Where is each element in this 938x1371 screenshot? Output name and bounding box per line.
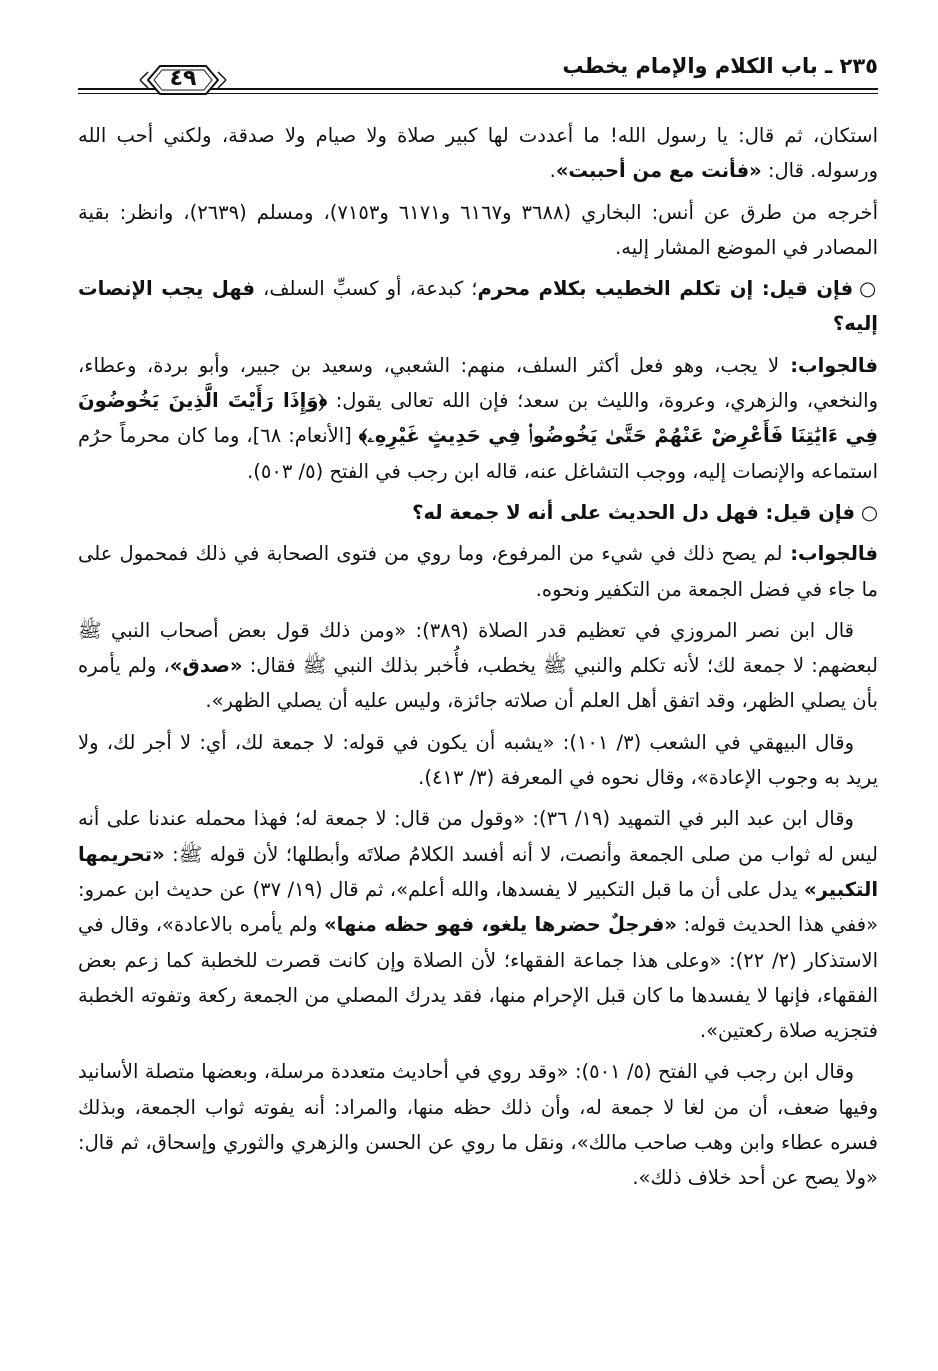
paragraph [78,495,878,530]
text-run: ؛ كبدعة، أو كسبِّ السلف، [254,277,478,301]
page-header [78,48,878,98]
text-run: لا يجب، وهو فعل أكثر السلف، منهم: الشعبي، وسعيد بن جبير، وأبو بردة، وعطاء، والنخعي، والزهري، وعروة، والليث بن سعد؛ فإن الله تعالى يقول: [78,353,878,413]
text-run: . [549,159,556,183]
bold-text: فإن قيل: فهل دل الحديث على أنه لا جمعة له؟ [412,500,855,524]
paragraph [78,271,878,342]
text-run: وقال ابن عبد البر في التمهيد (١٩/ ٣٦): «وقول من قال: لا جمعة له؛ فهذا محمله عندنا على أنه ليس له ثواب من صلى الجمعة وأنصت، لا أنه أفسد الكلامُ صلاتَه وأبطلها؛ لأن قوله ﷺ: [78,807,878,866]
paragraph [78,118,878,189]
text-run: قال ابن نصر المروزي في تعظيم قدر الصلاة (٣٨٩): «ومن ذلك قول بعض أصحاب النبي ﷺ لبعضهم: لا جمعة لك؛ لأنه تكلم والنبي ﷺ يخطب، فأُخبر بذلك النبي ﷺ فقال: [78,618,878,678]
paragraph [78,195,878,266]
text-run: وقال البيهقي في الشعب (٣/ ١٠١): «يشبه أن يكون في قوله: لا جمعة لك، أي: لا أجر لك، ولا يريد به وجوب الإعادة»، وقال نحوه في المعرفة (٣/ ٤١٣). [78,730,878,790]
bold-text: فهل يجب الإنصات إليه؟ [78,277,878,336]
text-run: وقال ابن رجب في الفتح (٥/ ٥٠١): «وقد روي في أحاديث متعددة مرسلة، وبعضها متصلة الأسانيد وفيها ضعف، أن من لغا لا جمعة له، وأن ذلك حظه منها، والمراد: أنه يفوته ثواب الجمعة، وبذلك فسره عطاء وابن وهب صاحب مالك»، ونقل ما روي عن الحسن والزهري والثوري وإسحاق، ثم قال: «ولا يصح عن أحد خلاف ذلك». [78,1060,878,1190]
paragraph [78,348,878,489]
running-head: ٢٣٥ ـ باب الكلام والإمام يخطب [562,54,878,78]
text-run: لم يصح ذلك في شيء من المرفوع، وما روي من فتوى الصحابة في ذلك فمحمول على ما جاء في فضل الجمعة من التكفير ونحوه. [78,542,878,601]
bullet-icon: ○ [859,277,878,301]
text-run: يدل على أن ما قبل التكبير لا يفسدها، والله أعلم»، ثم قال (١٩/ ٣٧) عن حديث ابن عمرو: «ففي هذا الحديث قوله: [78,877,879,937]
paragraph [78,613,878,719]
text-run: أخرجه من طرق عن أنس: البخاري (٣٦٨٨ و٦١٦٧ و٦١٧١ و٧١٥٣)، ومسلم (٢٦٣٩)، وانظر: بقية المصادر في الموضع المشار إليه. [78,200,878,259]
main-text [78,118,878,1196]
paragraph [78,536,878,607]
bold-text: فالجواب: [779,353,878,377]
bold-text: فإن قيل: إن تكلم الخطيب بكلام محرم [477,277,854,301]
text-run: ولم يأمره بالاعادة»، وقال في الاستذكار (٢/ ٢٢): «وعلى هذا جماعة الفقهاء؛ لأن الصلاة وإن كانت قصرت للخطبة كما زعم بعض الفقهاء، فإنها لا يفسدها ما كان قبل الإحرام منها، فقد يدرك المصلي من الجمعة ركعة وتفوته الخطبة فتجزيه صلاة ركعتين». [78,913,878,1043]
text-run: [الأنعام: ٦٨]، وما كان محرماً حرُم استماعه والإنصات إليه، ووجب التشاغل عنه، قاله ابن رجب في الفتح (٥/ ٥٠٣). [78,424,878,483]
text-run: ، ولم يأمره بأن يصلي الظهر، وقد اتفق أهل العلم أن صلاته جائزة، وليس عليه أن يصلي الظهر». [78,654,878,713]
paragraph [78,725,878,796]
text-run: استكان، ثم قال: يا رسول الله! ما أعددت لها كبير صلاة ولا صيام ولا صدقة، ولكني أحب الله ورسوله. قال: [78,124,878,183]
paragraph [78,801,878,1048]
bold-text: «صدق» [169,654,243,678]
paragraph [78,1054,878,1195]
bold-text: ﴿وَإِذَا رَأَيْتَ الَّذِينَ يَخُوضُونَ فِي ءَايَٰتِنَا فَأَعْرِضْ عَنْهُمْ حَتَّىٰ يَخُوضُوا۟ فِي حَدِيثٍ غَيْرِهِۦ﴾ [78,389,879,448]
bold-text: فالجواب: [782,542,879,566]
page-number-frame [118,58,248,102]
bold-text: «فأنت مع من أحببت» [555,159,762,183]
bullet-icon: ○ [860,500,878,524]
page-number: ٤٩ [169,66,197,91]
bold-text: «فرجلٌ حضرها يلغو، فهو حظه منها» [324,913,677,937]
bold-text: «تحريمها التكبير» [78,842,879,901]
